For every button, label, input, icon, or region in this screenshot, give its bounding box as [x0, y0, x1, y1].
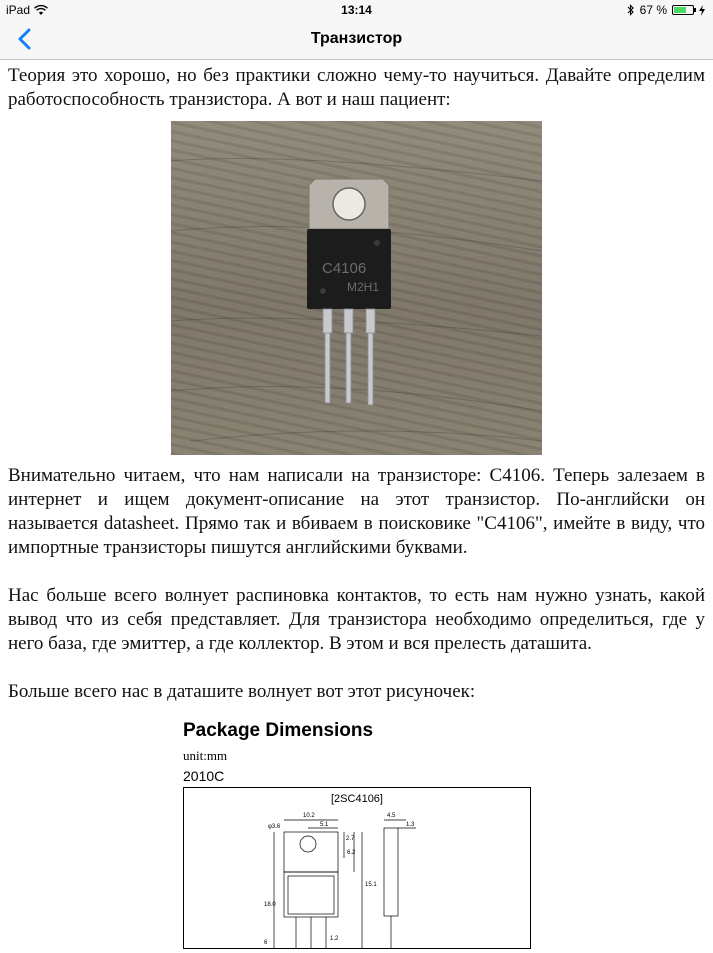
- battery-percent: 67 %: [639, 3, 667, 17]
- dim-tab-top: 2.7: [346, 836, 355, 842]
- dim-lead: 1.2: [330, 936, 339, 942]
- figure-unit: unit:mm: [183, 748, 228, 763]
- dim-tab-thickness: 1.3: [406, 822, 415, 828]
- transistor-marking-line1: C4106: [322, 260, 367, 277]
- datasheet-figure: [183, 720, 543, 946]
- dim-hole-diameter: φ3.6: [268, 824, 281, 830]
- dim-lead-length: 6: [264, 940, 268, 946]
- paragraph-marking: Внимательно читаем, что нам написали на транзисторе: C4106. Теперь залезаем в интернет и ищем документ-описание на этот транзистор. По-английски он называется datasheet. Прямо так и вбиваем в поисковике "C4106", имейте в виду, что импортные транзисторы пишутся английскими буквами.: [8, 465, 705, 558]
- charging-icon: [699, 5, 705, 16]
- navigation-bar: [0, 20, 713, 60]
- bluetooth-icon: [627, 4, 635, 16]
- device-name: iPad: [6, 3, 31, 17]
- status-bar: [0, 0, 713, 20]
- figure-title: Package Dimensions: [183, 720, 374, 741]
- paragraph-intro: Теория это хорошо, но без практики сложно чему-то научиться. Давайте определим работоспособность транзистора. А вот и наш пациент:: [8, 65, 705, 110]
- package-drawing: [184, 788, 530, 948]
- dim-width: 10.2: [303, 813, 315, 819]
- status-time: 13:14: [341, 3, 372, 17]
- paragraph-figure-intro: Больше всего нас в даташите волнует вот этот рисуночек:: [8, 681, 476, 702]
- dim-half-width: 5.1: [320, 822, 329, 828]
- figure-drawing-box: [183, 787, 531, 949]
- dim-body-height: 15.1: [365, 882, 377, 888]
- battery-icon: [672, 5, 694, 15]
- dim-total-height: 18.0: [264, 902, 276, 908]
- figure-package-code: 2010C: [183, 768, 225, 784]
- dim-thickness: 4.5: [387, 813, 396, 819]
- page-title: Транзистор: [310, 30, 403, 47]
- paragraph-pinout: Нас больше всего волнует распиновка контактов, то есть нам нужно узнать, какой вывод что из себя представляет. Для транзистора необходимо определиться, где у него база, где эмиттер, а где коллектор. В этом и вся прелесть даташита.: [8, 585, 705, 654]
- transistor-marking-line2: M2H1: [347, 280, 380, 294]
- battery-fill: [674, 7, 686, 13]
- figure-part-label: [2SC4106]: [331, 793, 383, 805]
- article-content: [8, 64, 705, 946]
- transistor-image: [171, 121, 542, 455]
- transistor-photo: [171, 121, 542, 455]
- dim-tab-height: 6.2: [347, 850, 356, 856]
